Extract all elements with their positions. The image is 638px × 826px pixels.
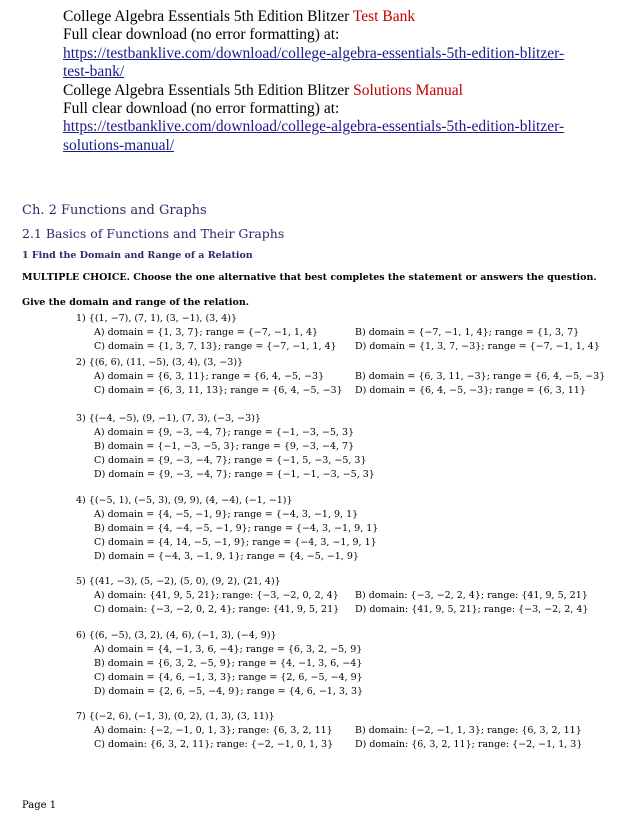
option-c: C) domain = {9, −3, −4, 7}; range = {−1, 5, −3, −5, 3} xyxy=(94,455,367,466)
option-d: D) domain: {41, 9, 5, 21}; range: {−3, −2, 2, 4} xyxy=(355,604,589,615)
option-b: B) domain: {−2, −1, 1, 3}; range: {6, 3, 2, 11} xyxy=(355,725,582,736)
option-c: C) domain: {−3, −2, 0, 2, 4}; range: {41, 9, 5, 21} xyxy=(94,604,340,615)
question-stem: 5) {(41, −3), (5, −2), (5, 0), (9, 2), (21, 4)} xyxy=(76,576,281,587)
question-5 xyxy=(76,575,616,615)
question-1 xyxy=(76,312,616,352)
header-block xyxy=(63,8,623,155)
question-stem: 2) {(6, 6), (11, −5), (3, 4), (3, −3)} xyxy=(76,357,244,368)
solutions-manual-label: Solutions Manual xyxy=(353,81,463,99)
option-b: B) domain = {6, 3, 11, −3}; range = {6, 4, −5, −3} xyxy=(355,371,606,382)
test-bank-link-part2[interactable]: test-bank/ xyxy=(63,63,125,81)
solutions-link-part2[interactable]: solutions-manual/ xyxy=(63,136,175,154)
option-d: D) domain = {9, −3, −4, 7}; range = {−1, −1, −3, −5, 3} xyxy=(94,469,375,480)
question-stem: 1) {(1, −7), (7, 1), (3, −1), (3, 4)} xyxy=(76,313,238,324)
option-c: C) domain = {6, 3, 11, 13}; range = {6, 4, −5, −3} xyxy=(94,385,343,396)
option-c: C) domain = {4, 6, −1, 3, 3}; range = {2, 6, −5, −4, 9} xyxy=(94,672,363,683)
option-b: B) domain = {4, −4, −5, −1, 9}; range = {−4, 3, −1, 9, 1} xyxy=(94,523,379,534)
option-a: A) domain = {6, 3, 11}; range = {6, 4, −5, −3} xyxy=(94,371,325,382)
test-bank-link-part1[interactable]: https://testbanklive.com/download/college-algebra-essentials-5th-edition-blitzer- xyxy=(63,44,565,62)
option-c: C) domain = {4, 14, −5, −1, 9}; range = {−4, 3, −1, 9, 1} xyxy=(94,537,377,548)
option-d: D) domain = {1, 3, 7, −3}; range = {−7, −1, 1, 4} xyxy=(355,341,600,352)
question-stem: 6) {(6, −5), (3, 2), (4, 6), (−1, 3), (−4, 9)} xyxy=(76,630,277,641)
title-text: College Algebra Essentials 5th Edition Blitzer xyxy=(63,8,353,25)
option-b: B) domain = {6, 3, 2, −5, 9}; range = {4, −1, 3, 6, −4} xyxy=(94,658,363,669)
question-2 xyxy=(76,356,616,396)
question-6 xyxy=(76,629,616,699)
question-stem: 3) {(−4, −5), (9, −1), (7, 3), (−3, −3)} xyxy=(76,413,261,424)
question-4 xyxy=(76,494,616,564)
option-a: A) domain: {41, 9, 5, 21}; range: {−3, −2, 0, 2, 4} xyxy=(94,590,339,601)
option-d: D) domain = {−4, 3, −1, 9, 1}; range = {4, −5, −1, 9} xyxy=(94,551,359,562)
question-stem: 7) {(−2, 6), (−1, 3), (0, 2), (1, 3), (3, 11)} xyxy=(76,711,275,722)
solutions-link-part1[interactable]: https://testbanklive.com/download/college-algebra-essentials-5th-edition-blitzer- xyxy=(63,118,565,136)
option-a: A) domain = {4, −5, −1, 9}; range = {−4, 3, −1, 9, 1} xyxy=(94,509,359,520)
question-3 xyxy=(76,412,616,482)
chapter-heading: Ch. 2 Functions and Graphs xyxy=(22,203,207,218)
header-title-test-bank xyxy=(63,8,623,26)
download-note: Full clear download (no error formatting) at: xyxy=(63,100,340,118)
instructions: MULTIPLE CHOICE. Choose the one alternative that best completes the statement or answers the question. xyxy=(22,272,597,283)
option-d: D) domain: {6, 3, 2, 11}; range: {−2, −1, 1, 3} xyxy=(355,739,583,750)
option-b: B) domain = {−1, −3, −5, 3}; range = {9, −3, −4, 7} xyxy=(94,441,355,452)
download-note: Full clear download (no error formatting) at: xyxy=(63,26,340,44)
option-a: A) domain = {9, −3, −4, 7}; range = {−1, −3, −5, 3} xyxy=(94,427,355,438)
option-a: A) domain = {4, −1, 3, 6, −4}; range = {6, 3, 2, −5, 9} xyxy=(94,644,363,655)
objective-heading: 1 Find the Domain and Range of a Relation xyxy=(22,250,253,261)
question-7 xyxy=(76,710,616,750)
option-b: B) domain = {−7, −1, 1, 4}; range = {1, 3, 7} xyxy=(355,327,580,338)
question-prompt: Give the domain and range of the relation. xyxy=(22,297,250,308)
page-number: Page 1 xyxy=(22,800,57,811)
option-d: D) domain = {2, 6, −5, −4, 9}; range = {4, 6, −1, 3, 3} xyxy=(94,686,364,697)
option-b: B) domain: {−3, −2, 2, 4}; range: {41, 9, 5, 21} xyxy=(355,590,588,601)
question-stem: 4) {(−5, 1), (−5, 3), (9, 9), (4, −4), (−1, −1)} xyxy=(76,495,293,506)
header-title-solutions xyxy=(63,82,623,100)
option-a: A) domain = {1, 3, 7}; range = {−7, −1, 1, 4} xyxy=(94,327,319,338)
option-a: A) domain: {−2, −1, 0, 1, 3}; range: {6, 3, 2, 11} xyxy=(94,725,333,736)
section-heading: 2.1 Basics of Functions and Their Graphs xyxy=(22,226,285,241)
option-d: D) domain = {6, 4, −5, −3}; range = {6, 3, 11} xyxy=(355,385,586,396)
option-c: C) domain: {6, 3, 2, 11}; range: {−2, −1, 0, 1, 3} xyxy=(94,739,334,750)
title-text: College Algebra Essentials 5th Edition Blitzer xyxy=(63,81,354,99)
test-bank-label: Test Bank xyxy=(352,8,416,25)
option-c: C) domain = {1, 3, 7, 13}; range = {−7, −1, 1, 4} xyxy=(94,341,337,352)
